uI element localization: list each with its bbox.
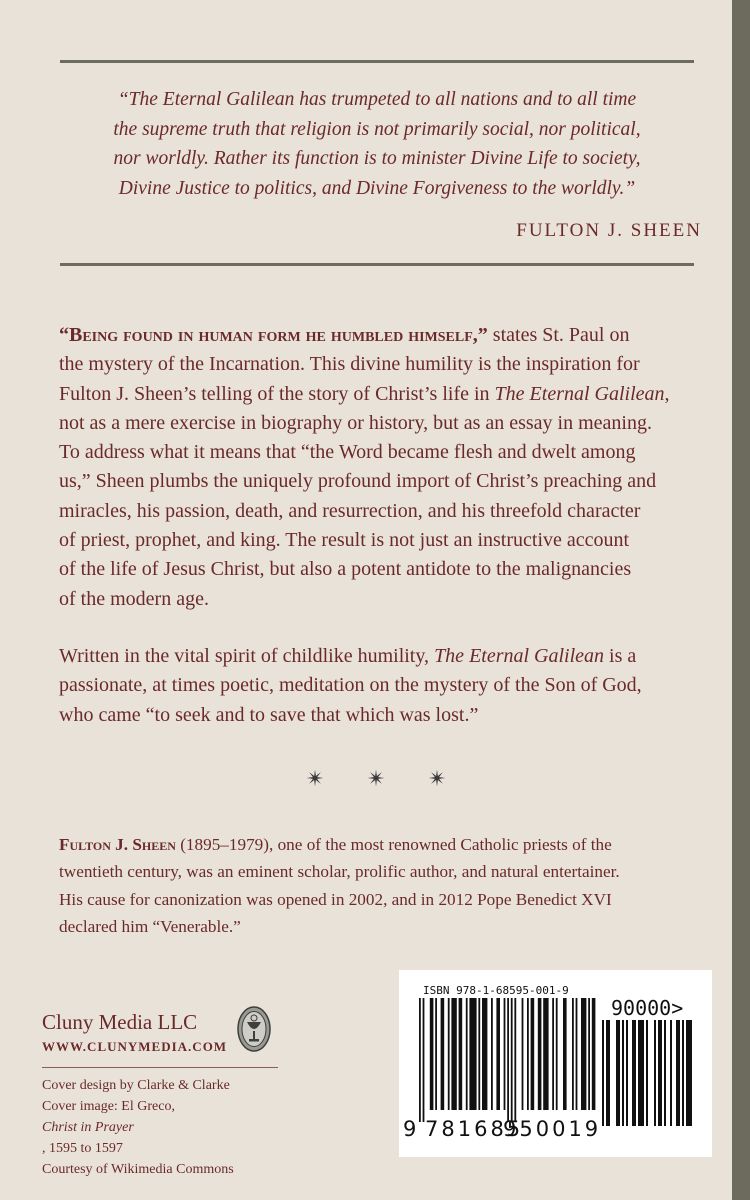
author-name: Fulton J. Sheen	[59, 835, 176, 854]
text-line: not as a mere exercise in biography or history, but as an essay in meaning.	[59, 411, 652, 434]
text-line: miracles, his passion, death, and resurrection, and his threefold character	[59, 499, 641, 522]
barcode-bar	[478, 998, 480, 1110]
barcode-bar	[491, 998, 493, 1110]
isbn-barcode	[399, 970, 712, 1157]
text-line: of the modern age.	[59, 587, 209, 610]
barcode-bar	[419, 998, 421, 1122]
text-line: To address what it means that “the Word became flesh and dwelt among	[59, 441, 636, 464]
barcode-bar	[654, 1020, 656, 1126]
quote-line: “The Eternal Galilean has trumpeted to all nations and to all time	[117, 89, 637, 110]
text-line: twentieth century, was an eminent scholar, prolific author, and natural entertainer.	[59, 862, 620, 882]
publisher-website: WWW.CLUNYMEDIA.COM	[42, 1039, 228, 1054]
barcode-bar	[632, 1020, 636, 1126]
text-line: His cause for canonization was opened in 2002, and in 2012 Pope Benedict XVI	[59, 889, 612, 909]
barcode-bar	[556, 998, 558, 1110]
barcode-bar	[592, 998, 596, 1110]
quote-line: nor worldly. Rather its function is to minister Divine Life to society,	[113, 148, 641, 169]
text-line: Fulton J. Sheen’s telling of the story of Christ’s life in The Eternal Galilean,	[59, 382, 670, 405]
epigraph-quote	[60, 85, 694, 203]
description-paragraph-1	[59, 321, 697, 614]
barcode-bar	[435, 998, 437, 1110]
cover-credits	[42, 1075, 234, 1180]
barcode-bar	[581, 998, 586, 1110]
credits-divider	[42, 1067, 278, 1068]
text-line: us,” Sheen plumbs the uniquely profound import of Christ’s preaching and	[59, 470, 657, 493]
barcode-bar	[686, 1020, 692, 1126]
star-ornament-icon: ✴	[428, 766, 447, 791]
barcode-digit-group: 950019	[503, 1117, 602, 1141]
barcode-bar	[496, 998, 500, 1110]
star-ornament-icon: ✴	[306, 766, 325, 791]
quote-line: the supreme truth that religion is not primarily social, nor political,	[113, 118, 641, 140]
barcode-bar	[448, 998, 450, 1110]
barcode-bar	[563, 998, 567, 1110]
barcode-bar	[602, 1020, 604, 1126]
text-line: passionate, at times poetic, meditation on the mystery of the Son of God,	[59, 674, 642, 697]
barcode-bar	[459, 998, 463, 1110]
barcode-bar	[622, 1020, 624, 1126]
barcode-bar	[638, 1020, 644, 1126]
quote-line: Divine Justice to politics, and Divine Forgiveness to the worldly.”	[118, 177, 636, 199]
star-ornament-icon: ✴	[367, 766, 386, 791]
barcode-bar	[469, 998, 476, 1110]
barcode-bar	[616, 1020, 620, 1126]
barcode-bar	[670, 1020, 672, 1126]
text-line: who came “to seek and to save that which was lost.”	[59, 703, 479, 726]
barcode-bar	[514, 998, 516, 1122]
book-title: The Eternal Galilean	[434, 645, 605, 667]
barcode-bar	[511, 998, 513, 1122]
publisher-seal-icon	[237, 1006, 271, 1052]
barcode-bar	[664, 1020, 666, 1126]
text-line: of priest, prophet, and king. The result is not just an instructive account	[59, 529, 630, 552]
barcode-bar	[606, 1020, 610, 1126]
barcode-bar	[676, 1020, 680, 1126]
lead-in-phrase: “Being found in human form he humbled himself,”	[59, 324, 488, 346]
credit-line: Courtesy of Wikimedia Commons	[42, 1162, 234, 1177]
barcode-bar	[451, 998, 456, 1110]
barcode-bar	[588, 998, 590, 1110]
publisher-name: Cluny Media LLC	[42, 1010, 198, 1034]
barcode-bar	[626, 1020, 628, 1126]
barcode-bar	[504, 998, 506, 1110]
price-code: 90000>	[611, 996, 684, 1020]
text-line: of the life of Jesus Christ, but also a potent antidote to the malignancies	[59, 558, 632, 581]
isbn-label: ISBN 978-1-68595-001-9	[423, 984, 569, 997]
barcode-addon-bars	[602, 1020, 694, 1138]
credit-line: Cover image: El Greco, Christ in Prayer , 1595 to 1597	[42, 1099, 175, 1156]
top-rule	[60, 60, 694, 63]
book-spine-edge	[732, 0, 750, 1200]
barcode-bar	[522, 998, 524, 1110]
barcode-bar	[646, 1020, 648, 1126]
description-paragraph-2	[59, 642, 697, 730]
barcode-bar	[552, 998, 554, 1110]
barcode-bar	[527, 998, 529, 1110]
barcode-bar	[466, 998, 468, 1110]
barcode-bar	[507, 998, 509, 1122]
barcode-bar	[531, 998, 535, 1110]
barcode-bar	[543, 998, 548, 1110]
barcode-digit-group: 781685	[425, 1117, 524, 1141]
barcode-bar	[658, 1020, 662, 1126]
text-line: the mystery of the Incarnation. This divine humility is the inspiration for	[59, 353, 640, 376]
barcode-bar	[423, 998, 425, 1122]
book-title: The Eternal Galilean	[494, 382, 665, 405]
barcode-bar	[441, 998, 445, 1110]
text-line: Written in the vital spirit of childlike humility, The Eternal Galilean is a	[59, 645, 637, 667]
quote-attribution: FULTON J. SHEEN	[516, 220, 702, 241]
barcode-bar	[430, 998, 434, 1110]
barcode-bar	[538, 998, 542, 1110]
author-bio	[59, 831, 699, 940]
credit-line: Cover design by Clarke & Clarke	[42, 1078, 230, 1093]
barcode-main-bars	[419, 998, 597, 1122]
barcode-bar	[682, 1020, 684, 1126]
barcode-bar	[572, 998, 574, 1110]
barcode-bar	[576, 998, 578, 1110]
text-line: declared him “Venerable.”	[59, 916, 241, 936]
barcode-bar	[482, 998, 487, 1110]
quote-bottom-rule	[60, 263, 694, 266]
text-line: “Being found in human form he humbled himself,” states St. Paul on	[59, 324, 630, 346]
text-line: Fulton J. Sheen (1895–1979), one of the most renowned Catholic priests of the	[59, 835, 612, 854]
barcode-first-digit: 9	[403, 1117, 417, 1141]
